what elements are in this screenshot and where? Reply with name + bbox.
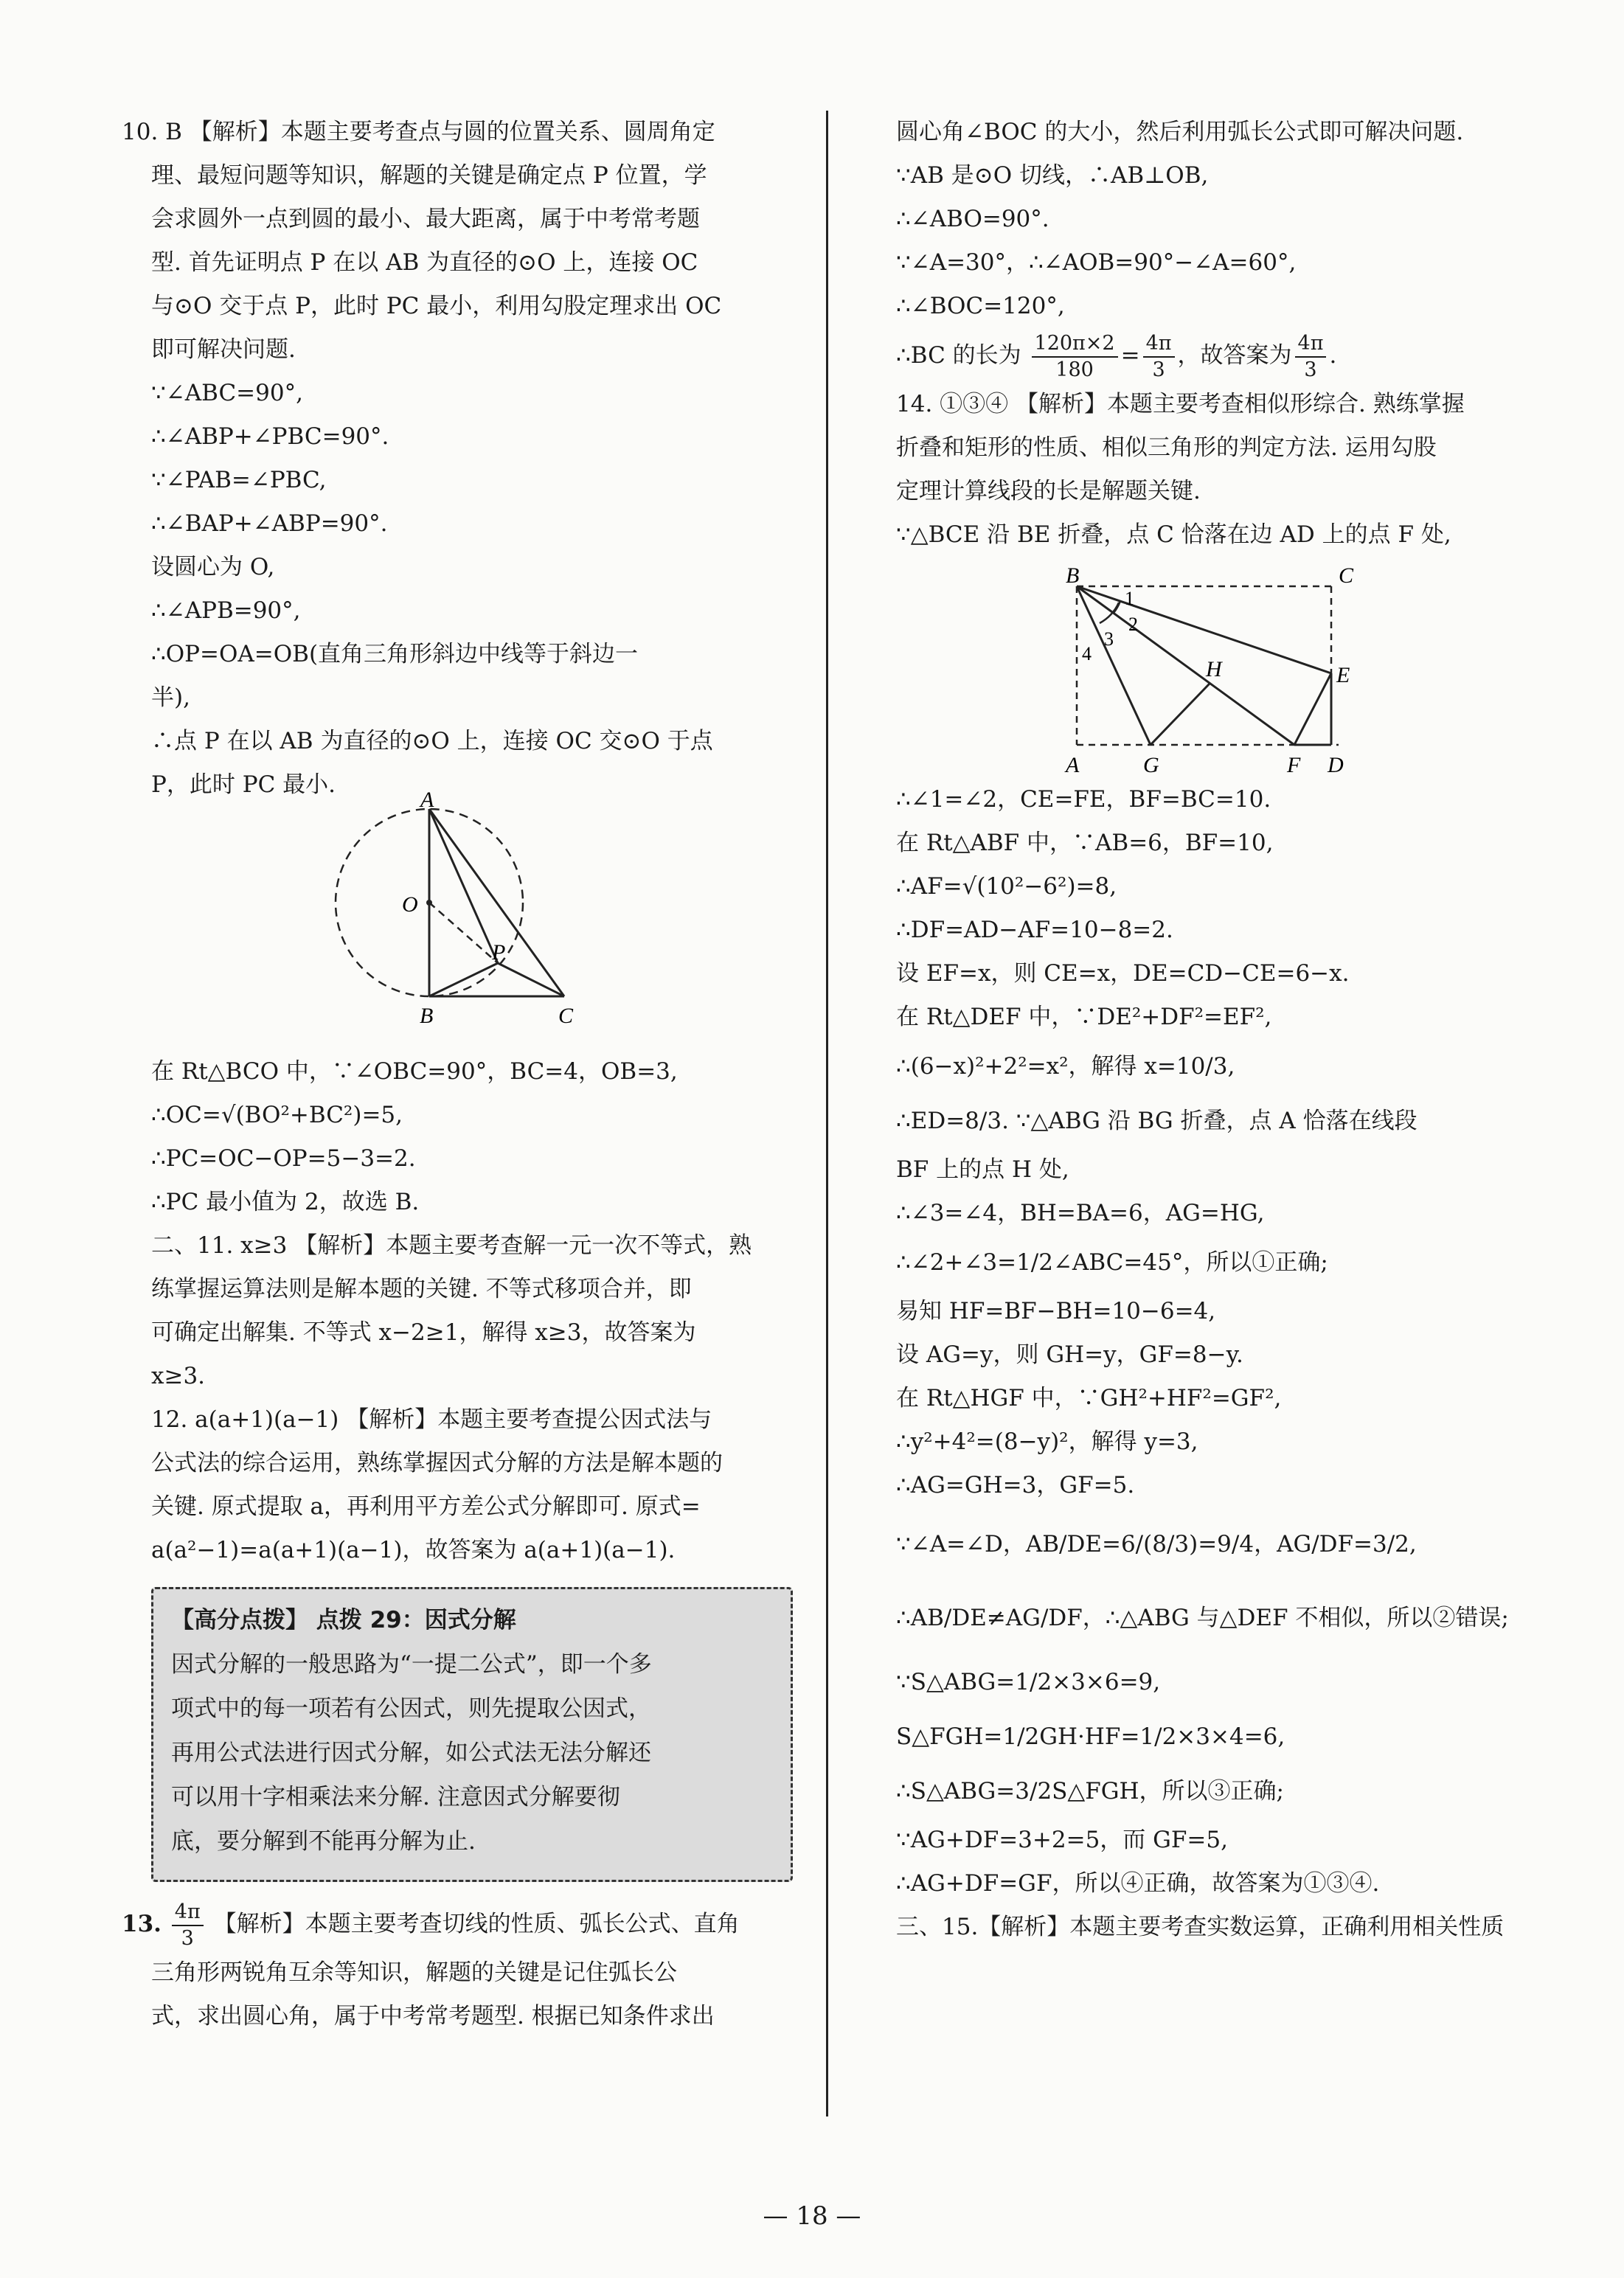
label-P: P — [492, 940, 506, 965]
text-line: ∴∠ABP+∠PBC=90°. — [151, 423, 389, 450]
label-G: G — [1143, 753, 1159, 777]
text-line: a(a²−1)=a(a+1)(a−1)，故答案为 a(a+1)(a−1). — [151, 1537, 676, 1563]
label-O: O — [402, 892, 418, 917]
tip-line: 可以用十字相乘法来分解. 注意因式分解要彻 — [171, 1784, 620, 1810]
text-line: ∴(6−x)²+2²=x²，解得 x=10/3, — [896, 1053, 1235, 1080]
text-line: 理、最短问题等知识，解题的关键是确定点 P 位置，学 — [151, 162, 707, 189]
arc-frac-1-den: 180 — [1055, 358, 1094, 381]
tip-body — [171, 1642, 773, 1864]
text-line: ∵△BCE 沿 BE 折叠，点 C 恰落在边 AD 上的点 F 处, — [896, 521, 1451, 548]
text-line: ∴AG=GH=3，GF=5. — [896, 1472, 1135, 1499]
circle-diagram — [122, 788, 808, 1050]
angle-4: 4 — [1082, 643, 1092, 664]
q10-q12-solution — [122, 1050, 808, 1572]
text-line: ∴S△ABG=3/2S△FGH，所以③正确; — [896, 1778, 1285, 1805]
text-line: ∴∠ABO=90°. — [896, 206, 1049, 232]
text-line: ∴AB/DE≠AG/DF，∴△ABG 与△DEF 不相似，所以②错误; — [896, 1605, 1509, 1631]
label-C: C — [558, 1004, 574, 1028]
tip-line: 再用公式法进行因式分解，如公式法无法分解还 — [171, 1740, 651, 1766]
text-line: 易知 HF=BF−BH=10−6=4, — [896, 1298, 1216, 1324]
q13-continued — [867, 111, 1534, 328]
arc-frac-3-num: 4π — [1295, 331, 1327, 358]
text-line: ∴PC=OC−OP=5−3=2. — [151, 1145, 416, 1172]
text-line: 在 Rt△HGF 中，∵GH²+HF²=GF², — [896, 1385, 1282, 1411]
text-line: ∵∠A=∠D，AB/DE=6/(8/3)=9/4，AG/DF=3/2, — [896, 1531, 1417, 1558]
text-line: 定理计算线段的长是解题关键. — [896, 478, 1201, 504]
text-line: ∴∠APB=90°, — [151, 597, 301, 624]
text-line: 型. 首先证明点 P 在以 AB 为直径的⊙O 上，连接 OC — [151, 249, 698, 276]
label-A: A — [420, 788, 434, 812]
arc-frac-1-num: 120π×2 — [1032, 331, 1118, 358]
q10-solution — [122, 111, 808, 807]
tip-line: 因式分解的一般思路为“一提二公式”，即一个多 — [171, 1651, 652, 1678]
label-A: A — [1066, 753, 1080, 777]
text-line: ∴∠1=∠2，CE=FE，BF=BC=10. — [896, 786, 1271, 813]
text-line: ∵AB 是⊙O 切线，∴AB⊥OB, — [896, 162, 1209, 189]
q13-answer-den: 3 — [181, 1926, 194, 1950]
q14-q15-solution — [867, 778, 1534, 1949]
text-line: 圆心角∠BOC 的大小，然后利用弧长公式即可解决问题. — [896, 119, 1464, 145]
text-line: 半), — [151, 684, 190, 711]
text-line: 公式法的综合运用，熟练掌握因式分解的方法是解本题的 — [151, 1450, 723, 1476]
arc-frac-2-num: 4π — [1143, 331, 1175, 358]
label-B: B — [1066, 563, 1080, 588]
text-line: ∴PC 最小值为 2，故选 B. — [151, 1189, 420, 1215]
text-line: 设 AG=y，则 GH=y，GF=8−y. — [896, 1341, 1243, 1368]
text-line: 即可解决问题. — [151, 336, 296, 363]
circle-figure — [122, 788, 808, 1050]
arc-mid: ，故答案为 — [1177, 342, 1292, 369]
arc-frac-2 — [1143, 331, 1175, 383]
column-divider — [826, 111, 828, 2116]
text-line: ∴OP=OA=OB(直角三角形斜边中线等于斜边一 — [151, 641, 639, 667]
arc-frac-1 — [1032, 331, 1118, 383]
q13-solution — [122, 1897, 808, 2038]
text-line: BF 上的点 H 处, — [896, 1156, 1069, 1183]
text-line: 式，求出圆心角，属于中考常考题型. 根据已知条件求出 — [151, 2003, 715, 2029]
q13-number: 13. — [122, 1911, 162, 1937]
text-line: 二、11. x≥3 【解析】本题主要考查解一元一次不等式，熟 — [151, 1232, 752, 1259]
text-line: ∵∠ABC=90°, — [151, 380, 303, 406]
text-line: ∵S△ABG=1/2×3×6=9, — [896, 1669, 1161, 1695]
arc-pre: ∴BC 的长为 — [896, 342, 1021, 369]
tip-line: 底，要分解到不能再分解为止. — [171, 1828, 476, 1855]
tip-line: 项式中的每一项若有公因式，则先提取公因式， — [171, 1695, 651, 1722]
text-line: ∵∠PAB=∠PBC, — [151, 467, 327, 493]
text-line: ∴∠BOC=120°, — [896, 293, 1065, 319]
text-line: x≥3. — [151, 1363, 206, 1389]
text-line: 14. ①③④ 【解析】本题主要考查相似形综合. 熟练掌握 — [896, 391, 1465, 417]
text-line: ∴∠3=∠4，BH=BA=6，AG=HG, — [896, 1200, 1265, 1226]
label-C: C — [1339, 563, 1354, 588]
text-line: 关键. 原式提取 a，再利用平方差公式分解即可. 原式= — [151, 1493, 701, 1520]
text-line: 12. a(a+1)(a−1) 【解析】本题主要考查提公因式法与 — [151, 1406, 712, 1433]
text-line: ∴OC=√(BO²+BC²)=5, — [151, 1102, 403, 1128]
page-number: — 18 — — [763, 2201, 861, 2231]
arc-frac-3-den: 3 — [1304, 358, 1317, 381]
text-line: 与⊙O 交于点 P，此时 PC 最小，利用勾股定理求出 OC — [151, 293, 722, 319]
q13-answer-num: 4π — [172, 1900, 204, 1926]
arc-frac-2-den: 3 — [1152, 358, 1165, 381]
text-line: 设圆心为 O, — [151, 554, 275, 580]
label-F: F — [1287, 753, 1301, 777]
text-line: 折叠和矩形的性质、相似三角形的判定方法. 运用勾股 — [896, 434, 1437, 461]
text-line: ∴DF=AD−AF=10−8=2. — [896, 917, 1173, 943]
text-line: 三、15.【解析】本题主要考查实数运算，正确利用相关性质 — [896, 1914, 1505, 1940]
left-column — [122, 111, 808, 2038]
right-column — [867, 111, 1534, 1949]
q13-answer — [172, 1900, 204, 1951]
label-D: D — [1328, 753, 1344, 777]
text-line: 设 EF=x，则 CE=x，DE=CD−CE=6−x. — [896, 960, 1350, 987]
text-line: ∴∠2+∠3=1/2∠ABC=45°，所以①正确; — [896, 1249, 1328, 1276]
text-line: 练掌握运算法则是解本题的关键. 不等式移项合并，即 — [151, 1276, 692, 1302]
label-E: E — [1336, 663, 1350, 687]
text-line: ∴AF=√(10²−6²)=8, — [896, 873, 1117, 900]
q13-body — [122, 1951, 808, 2038]
text-line: 在 Rt△BCO 中，∵∠OBC=90°，BC=4，OB=3, — [151, 1058, 678, 1085]
q14-intro — [867, 383, 1534, 557]
arc-length-line: ∴BC 的长为 $\frac{120\pi\times 2}{180}$ = $\frac{4\pi}{3}$ ，故答案为 $\frac{4\pi}{3}$ . — [896, 331, 1337, 381]
text-line: ∴AG+DF=GF，所以④正确，故答案为①③④. — [896, 1870, 1380, 1897]
arc-frac-3 — [1295, 331, 1327, 383]
text-line: 在 Rt△DEF 中，∵DE²+DF²=EF², — [896, 1004, 1272, 1030]
rectangle-diagram — [867, 557, 1534, 778]
text-line: 会求圆外一点到圆的最小、最大距离，属于中考常考题 — [151, 206, 700, 232]
text-line: 可确定出解集. 不等式 x−2≥1，解得 x≥3，故答案为 — [151, 1319, 696, 1346]
text-line: S△FGH=1/2GH·HF=1/2×3×4=6, — [896, 1723, 1285, 1750]
q13-intro: 【解析】本题主要考查切线的性质、弧长公式、直角 — [213, 1911, 740, 1937]
text-line: ∵∠A=30°，∴∠AOB=90°−∠A=60°, — [896, 249, 1297, 276]
tip-title: 【高分点拨】 点拨 29：因式分解 — [171, 1607, 516, 1633]
label-B: B — [420, 1004, 434, 1028]
rectangle-figure — [867, 557, 1534, 778]
angle-1: 1 — [1125, 588, 1134, 609]
text-line: ∴ED=8/3. ∵△ABG 沿 BG 折叠，点 A 恰落在线段 — [896, 1108, 1417, 1134]
text-line: 10. B 【解析】本题主要考查点与圆的位置关系、圆周角定 — [122, 119, 715, 145]
angle-2: 2 — [1128, 614, 1138, 635]
label-H: H — [1206, 657, 1222, 681]
angle-3: 3 — [1104, 628, 1114, 650]
text-line: ∴点 P 在以 AB 为直径的⊙O 上，连接 OC 交⊙O 于点 — [151, 728, 713, 754]
text-line: ∵AG+DF=3+2=5，而 GF=5, — [896, 1827, 1228, 1853]
text-line: P，此时 PC 最小. — [151, 771, 336, 798]
tip-box — [151, 1587, 793, 1882]
text-line: 在 Rt△ABF 中，∵AB=6，BF=10, — [896, 830, 1274, 856]
text-line: ∴∠BAP+∠ABP=90°. — [151, 510, 388, 537]
text-line: ∴y²+4²=(8−y)²，解得 y=3, — [896, 1428, 1198, 1455]
text-line: 三角形两锐角互余等知识，解题的关键是记住弧长公 — [151, 1959, 677, 1986]
q13-head-line — [122, 1897, 808, 1951]
